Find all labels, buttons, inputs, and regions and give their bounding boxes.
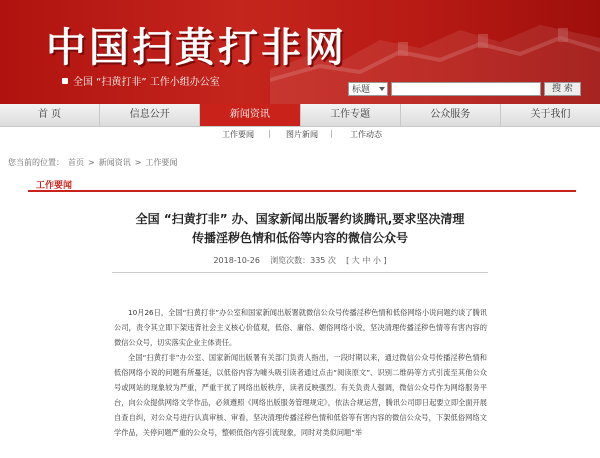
breadcrumb-link-news[interactable]: 新闻资讯 <box>98 158 131 167</box>
article-views: 浏览次数：335 次 <box>270 256 336 265</box>
article-meta <box>0 255 600 266</box>
breadcrumb-link-work-news[interactable]: 工作要闻 <box>145 158 178 167</box>
article-title-line1: 全国 “扫黄打非” 办、国家新闻出版署约谈腾讯,要求坚决清理 <box>135 212 465 226</box>
breadcrumb-link-home[interactable]: 首页 <box>68 158 84 167</box>
office-subtitle-text: 全国 “扫黄打非” 工作小组办公室 <box>73 77 220 88</box>
bullet-icon <box>62 78 68 84</box>
subnav-item-photo-news[interactable]: 图片新闻 <box>286 130 318 139</box>
breadcrumb-prefix: 您当前的位置： <box>8 158 64 167</box>
article-date: 2018-10-26 <box>213 256 260 265</box>
sub-nav <box>0 127 600 141</box>
office-subtitle <box>62 73 220 88</box>
nav-item-topics[interactable]: 工作专题 <box>301 104 401 126</box>
nav-item-info-disclosure[interactable]: 信息公开 <box>100 104 200 126</box>
article-paragraph: 10月26日，全国“扫黄打非”办公室和国家新闻出版署就微信公众号传播淫秽色情和低俗网络小说问题约谈了腾讯公司，责令其立即下架违背社会主义核心价值观，低俗、庸俗、媚俗网络小说，坚决清理传播淫秽色情等有害内容的微信公众号，切实落实企业主体责任。 <box>114 308 487 347</box>
divider <box>112 272 488 273</box>
chevron-down-icon <box>379 87 385 91</box>
site-header <box>0 0 600 104</box>
subnav-item-work-news[interactable]: 工作要闻 <box>222 130 254 139</box>
search-bar <box>348 82 581 96</box>
article-title-line2: 传播淫秽色情和低俗等内容的微信公众号 <box>191 231 408 245</box>
search-category-select[interactable] <box>348 82 388 96</box>
article-paragraph: 全国“扫黄打非”办公室、国家新闻出版署有关部门负责人指出，一段时期以来，通过微信公众号传播淫秽色情和低俗网络小说的问题有所蔓延，以低俗内容为噱头吸引读者通过点击“阅读原文”、识别二维码等方式引流至其他公众号或网站的现象较为严重，严重干扰了网络出版秩序，读者反映强烈。有关负责人强调，微信公众号作为网络服务平台，向公众提供网络文学作品，必须遵照《网络出版服务管理规定》，依法合规运营，腾讯公司即日起要立即全面开展自查自纠，对公众号进行认真审核、审看，坚决清理传播淫秽色情和低俗等有害内容的微信公众号，下架低俗网络文学作品，关停问题严重的公众号，整顿低俗内容引流现象，同时对类似问题“举 <box>114 353 487 437</box>
subnav-separator: | <box>268 129 271 138</box>
subnav-item-work-updates[interactable]: 工作动态 <box>350 130 382 139</box>
breadcrumb-separator: > <box>134 158 142 167</box>
search-category-value: 标题 <box>352 85 371 95</box>
article-title <box>0 210 600 248</box>
section-header <box>28 176 576 192</box>
subnav-separator: | <box>330 129 333 138</box>
search-button[interactable]: 搜 索 <box>544 82 581 96</box>
search-input[interactable] <box>391 82 541 96</box>
section-title: 工作要闻 <box>36 181 73 191</box>
site-logo-title[interactable]: 中国扫黄打非网 <box>46 24 347 71</box>
article-body <box>114 305 487 440</box>
breadcrumb <box>8 157 177 168</box>
breadcrumb-separator: > <box>88 158 95 167</box>
main-nav <box>0 104 600 127</box>
font-size-switcher[interactable]: [ 大 中 小 ] <box>346 256 387 265</box>
nav-item-public-service[interactable]: 公众服务 <box>401 104 501 126</box>
nav-item-news[interactable]: 新闻资讯 <box>200 104 300 126</box>
nav-item-about[interactable]: 关于我们 <box>530 109 571 120</box>
nav-item-home[interactable]: 首 页 <box>0 104 100 126</box>
